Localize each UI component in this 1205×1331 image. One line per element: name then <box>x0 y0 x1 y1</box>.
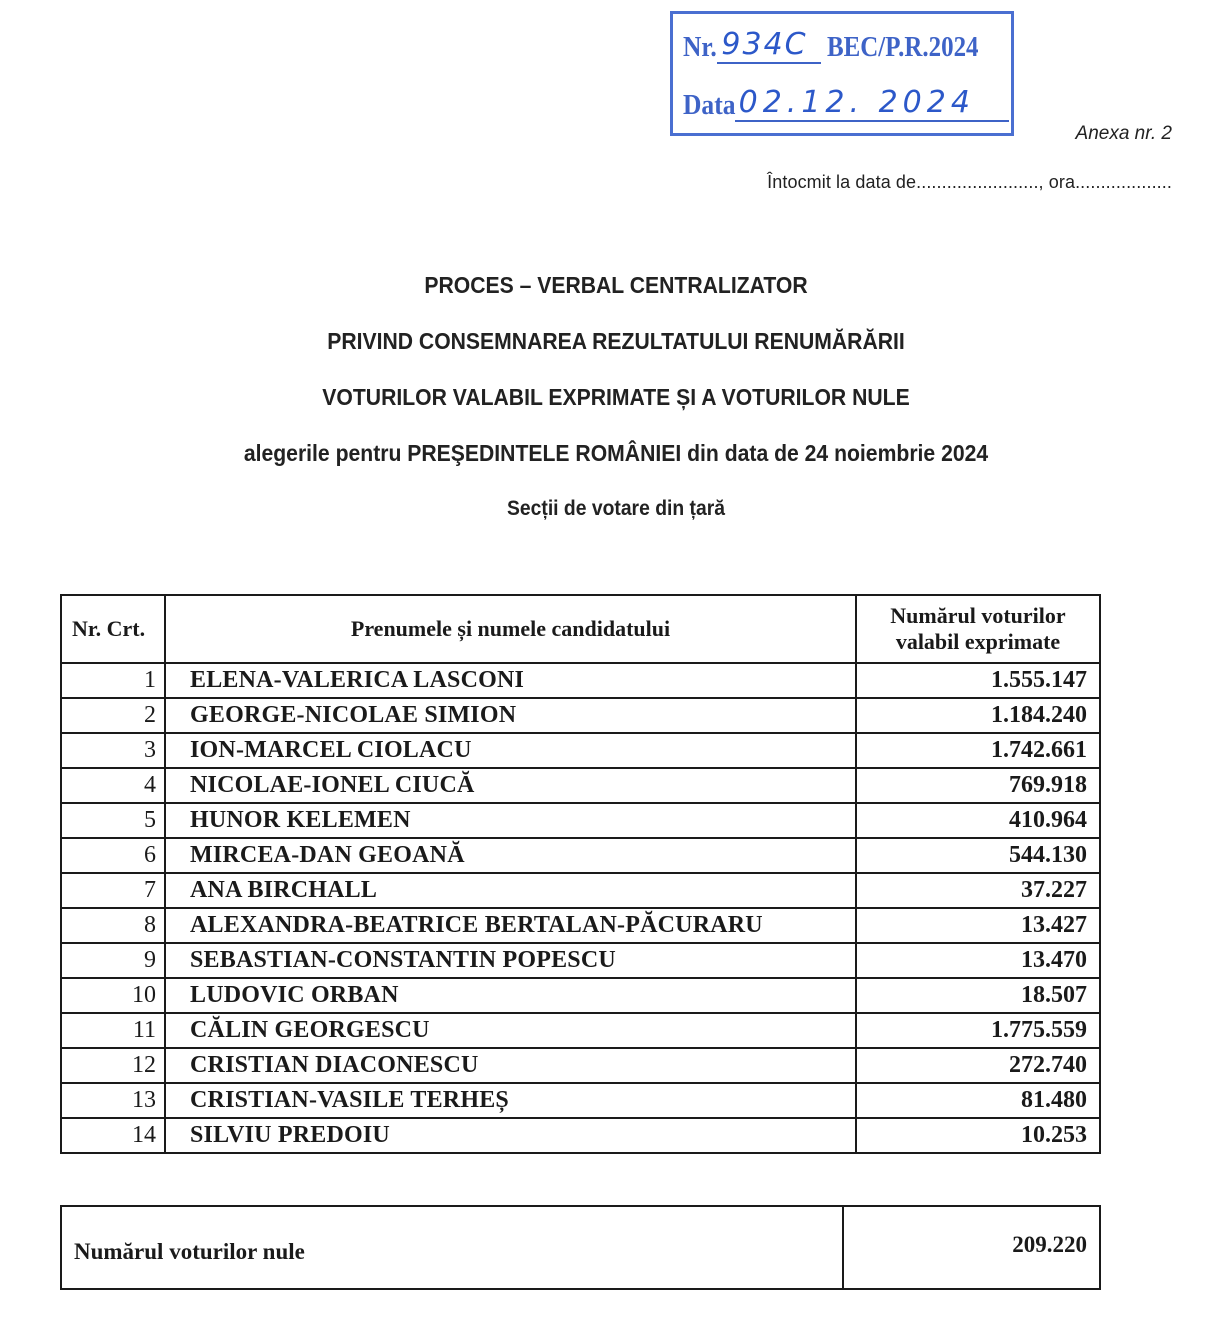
candidate-name: LUDOVIC ORBAN <box>165 978 856 1013</box>
header-nr-crt: Nr. Crt. <box>61 595 165 663</box>
header-valid-votes: Numărul voturilor valabil exprimate <box>856 595 1100 663</box>
null-votes-table <box>60 1205 1101 1290</box>
candidate-name: GEORGE-NICOLAE SIMION <box>165 698 856 733</box>
title-line-4: alegerile pentru PREŞEDINTELE ROMÂNIEI din data de 24 noiembrie 2024 <box>243 440 989 466</box>
stamp-number-suffix: BEC/P.R.2024 <box>827 31 979 63</box>
table-row <box>61 733 1100 768</box>
title-line-3: VOTURILOR VALABIL EXPRIMATE ȘI A VOTURILOR NULE <box>322 384 910 410</box>
candidate-name: CRISTIAN-VASILE TERHEȘ <box>165 1083 856 1118</box>
row-number: 8 <box>61 908 165 943</box>
candidate-name: ELENA-VALERICA LASCONI <box>165 663 856 698</box>
null-votes-row <box>61 1206 1100 1289</box>
annex-label: Anexa nr. 2 <box>1075 123 1172 144</box>
drawn-up-line: Întocmit la data de........................, ora................... <box>767 172 1172 192</box>
title-line-1: PROCES – VERBAL CENTRALIZATOR <box>424 272 808 298</box>
table-row <box>61 838 1100 873</box>
row-number: 12 <box>61 1048 165 1083</box>
vote-count: 769.918 <box>856 768 1100 803</box>
vote-count: 13.427 <box>856 908 1100 943</box>
vote-count: 1.742.661 <box>856 733 1100 768</box>
stamp-number-line <box>683 28 1004 64</box>
table-row <box>61 1013 1100 1048</box>
row-number: 7 <box>61 873 165 908</box>
table-row <box>61 1118 1100 1153</box>
row-number: 14 <box>61 1118 165 1153</box>
header-candidate-name: Prenumele și numele candidatului <box>165 595 856 663</box>
table-row <box>61 663 1100 698</box>
table-row <box>61 1083 1100 1118</box>
row-number: 1 <box>61 663 165 698</box>
table-row <box>61 698 1100 733</box>
candidate-name: SILVIU PREDOIU <box>165 1118 856 1153</box>
row-number: 2 <box>61 698 165 733</box>
stamp-number-handwritten: 934C <box>717 28 821 64</box>
stamp-date-handwritten: 02.12. 2024 <box>735 86 1009 122</box>
document-title <box>0 266 1205 546</box>
candidate-name: CRISTIAN DIACONESCU <box>165 1048 856 1083</box>
table-row <box>61 943 1100 978</box>
table-row <box>61 1048 1100 1083</box>
stamp-date-line <box>683 86 1009 122</box>
row-number: 4 <box>61 768 165 803</box>
vote-count: 18.507 <box>856 978 1100 1013</box>
vote-count: 10.253 <box>856 1118 1100 1153</box>
vote-count: 410.964 <box>856 803 1100 838</box>
candidate-name: HUNOR KELEMEN <box>165 803 856 838</box>
candidate-name: SEBASTIAN-CONSTANTIN POPESCU <box>165 943 856 978</box>
row-number: 13 <box>61 1083 165 1118</box>
vote-count: 37.227 <box>856 873 1100 908</box>
row-number: 9 <box>61 943 165 978</box>
row-number: 6 <box>61 838 165 873</box>
row-number: 5 <box>61 803 165 838</box>
null-votes-value: 209.220 <box>843 1206 1100 1289</box>
candidate-name: ALEXANDRA-BEATRICE BERTALAN-PĂCURARU <box>165 908 856 943</box>
stamp-date-label: Data <box>683 89 736 121</box>
vote-count: 13.470 <box>856 943 1100 978</box>
vote-count: 1.184.240 <box>856 698 1100 733</box>
null-votes-label: Numărul voturilor nule <box>61 1206 843 1289</box>
row-number: 11 <box>61 1013 165 1048</box>
stamp-number-label: Nr. <box>683 31 717 63</box>
candidate-name: MIRCEA-DAN GEOANĂ <box>165 838 856 873</box>
table-row <box>61 908 1100 943</box>
title-subtitle: Secții de votare din țară <box>507 497 725 520</box>
candidate-name: NICOLAE-IONEL CIUCĂ <box>165 768 856 803</box>
candidate-name: CĂLIN GEORGESCU <box>165 1013 856 1048</box>
row-number: 3 <box>61 733 165 768</box>
vote-count: 272.740 <box>856 1048 1100 1083</box>
registration-stamp <box>670 11 1014 136</box>
vote-count: 1.555.147 <box>856 663 1100 698</box>
table-row <box>61 803 1100 838</box>
vote-count: 81.480 <box>856 1083 1100 1118</box>
results-table <box>60 594 1101 1154</box>
vote-count: 544.130 <box>856 838 1100 873</box>
table-row <box>61 873 1100 908</box>
vote-count: 1.775.559 <box>856 1013 1100 1048</box>
row-number: 10 <box>61 978 165 1013</box>
table-row <box>61 978 1100 1013</box>
table-header-row <box>61 595 1100 663</box>
candidate-name: ANA BIRCHALL <box>165 873 856 908</box>
candidate-name: ION-MARCEL CIOLACU <box>165 733 856 768</box>
table-row <box>61 768 1100 803</box>
title-line-2: PRIVIND CONSEMNAREA REZULTATULUI RENUMĂRĂRII <box>327 328 905 354</box>
